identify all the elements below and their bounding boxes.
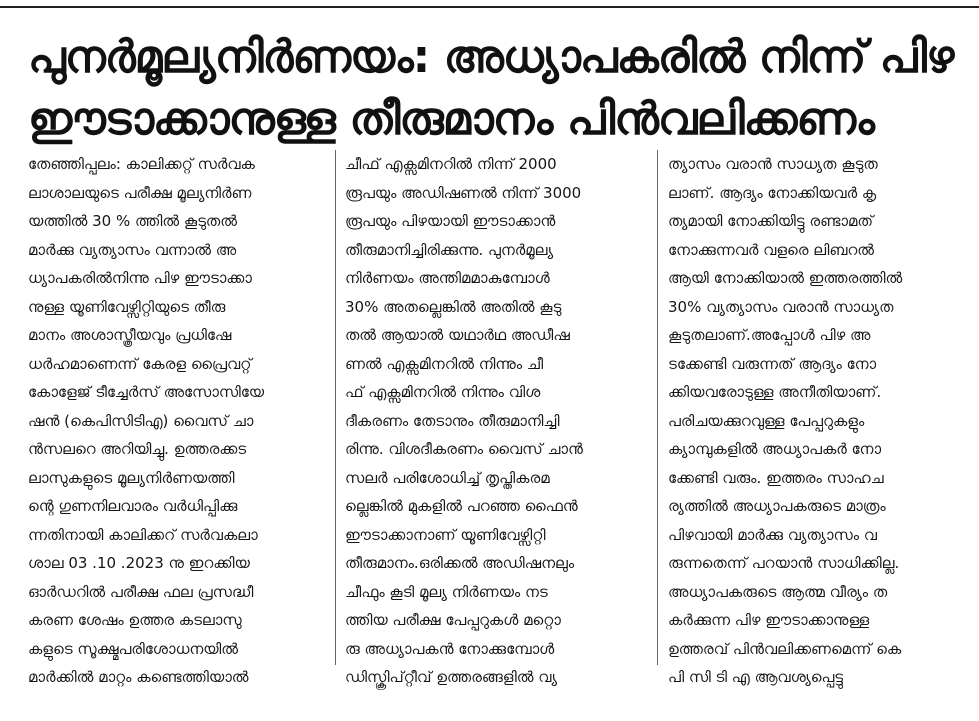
- article-text-line: ത്യാസം വരാൻ സാധ്യത കൂടുത: [668, 155, 878, 173]
- headline-line-1: പുനർമൂല്യനിർണയം: അധ്യാപകരിൽ നിന്ന് പിഴ: [28, 30, 954, 83]
- article-text-line: ന്റെ ഗുണനിലവാരം വർധിപ്പിക്കു: [28, 497, 238, 515]
- article-text-line: ആയി നോക്കിയാൽ ഇത്തരത്തിൽ: [668, 269, 903, 287]
- article-text-line: ത്യമായി നോക്കിയിട്ടു രണ്ടാമത്: [668, 212, 874, 230]
- article-text-line: രൂപയും അഡിഷണൽ നിന്ന് 3000: [345, 183, 582, 202]
- article-body: [0, 150, 979, 686]
- article-text-line: ലാണ്. ആദ്യം നോക്കിയവർ കൃ: [668, 183, 877, 202]
- article-column-2: [345, 150, 645, 686]
- article-text-line: ചീഫ് എക്സമിനറിൽ നിന്ന് 2000: [345, 155, 557, 173]
- article-text-line: ഷൻ (കെപിസിടിഎ) വൈസ് ചാ: [28, 411, 254, 430]
- article-text-line: സലർ പരിശോധിച്ച് തൃപ്തികരമ: [345, 468, 550, 487]
- headline-line-2: ഈടാക്കാനുള്ള തീരുമാനം പിൻവലിക്കണം: [28, 92, 874, 145]
- article-text-line: ടക്കേണ്ടി വരുന്നത് ആദ്യം നോ: [668, 354, 877, 373]
- article-text-line: പരിചയക്കുറവുള്ള പേപ്പറുകളും: [668, 411, 865, 430]
- article-text-line: കളുടെ സൂക്ഷ്മപരിശോധനയിൽ: [28, 639, 238, 658]
- headline: [28, 26, 968, 150]
- article-text-line: ക്യാമ്പുകളിൽ അധ്യാപകർ നോ: [668, 440, 882, 458]
- article-text-line: ഓർഡറിൽ പരീക്ഷ ഫല പ്രസദ്ധീ: [28, 582, 254, 601]
- article-text-line: ര്യത്തിൽ അധ്യാപകരുടെ മാത്രം: [668, 497, 886, 515]
- article-text-line: തേഞ്ഞിപ്പലം: കാലിക്കറ്റ് സർവക: [28, 155, 255, 173]
- article-text-line: ണൽ എക്സമിനറിൽ നിന്നും ചീ: [345, 354, 544, 373]
- article-text-line: ചീഫും കൂടി മൂല്യ നിർണയം നട: [345, 582, 548, 601]
- article-text-line: രൂപയും പിഴയായി ഈടാക്കാൻ: [345, 212, 556, 230]
- article-text-line: 30% വ്യത്യാസം വരാൻ സാധ്യത: [668, 297, 894, 316]
- article-text-line: ത്തിയ പരീക്ഷ പേപ്പറുകൾ മറ്റൊ: [345, 611, 561, 629]
- article-text-line: ശാല 03 .10 .2023 നു ഇറക്കിയ: [28, 554, 250, 572]
- article-text-line: ദീകരണം തേടാനും തീരുമാനിച്ചി: [345, 411, 560, 430]
- article-column-1: [28, 150, 323, 686]
- article-text-line: മാർക്കിൽ മാറ്റം കണ്ടെത്തിയാൽ: [28, 668, 249, 686]
- article-text-line: ലാസുകളുടെ മൂല്യനിർണയത്തി: [28, 468, 235, 487]
- article-text-line: നുള്ള യൂണിവേഴ്സിറ്റിയുടെ തീരു: [28, 297, 226, 316]
- article-text-line: പിഴവായി മാർക്കു വ്യത്യാസം വ: [668, 525, 877, 544]
- article-text-line: ഉത്തരവ് പിൻവലിക്കണമെന്ന് കെ: [668, 639, 902, 658]
- article-text-line: രു അധ്യാപകൻ നോക്കുമ്പോൾ: [345, 639, 555, 658]
- article-text-line: യത്തിൽ 30 % ത്തിൽ കൂടുതൽ: [28, 212, 237, 230]
- article-text-line: പി സി ടി എ ആവശ്യപ്പെട്ടു: [668, 668, 844, 686]
- article-text-line: കർക്കുന്ന പിഴ ഈടാക്കാനുള്ള: [668, 611, 870, 629]
- article-text-line: മാർക്കു വ്യത്യാസം വന്നാൽ അ: [28, 240, 237, 259]
- article-text-line: ധ്യാപകരിൽനിന്നു പിഴ ഈടാക്കാ: [28, 269, 252, 287]
- article-text-line: കോളേജ് ടീച്ചേർസ് അസോസിയേ: [28, 383, 265, 401]
- article-text-line: ധർഹമാണെന്ന് കേരള പ്രൈവറ്റ്: [28, 354, 252, 373]
- article-text-line: ഡിസ്ക്രിപ്റ്റീവ് ഉത്തരങ്ങളിൽ വ്യ: [345, 668, 558, 686]
- article-text-line: രിന്നു. വിശദീകരണം വൈസ് ചാൻ: [345, 440, 583, 458]
- top-rule: [0, 6, 979, 8]
- article-text-line: ക്കേണ്ടി വരും. ഇത്തരം സാഹച: [668, 468, 884, 487]
- article-text-line: മാനം അശാസ്ത്രീയവും പ്രധിഷേ: [28, 326, 232, 344]
- article-text-line: നോക്കുന്നവർ വളരെ ലിബറൽ: [668, 240, 875, 259]
- article-column-3: [668, 150, 968, 686]
- article-text-line: അധ്യാപകരുടെ ആത്മ വീര്യം ത: [668, 582, 888, 601]
- article-text-line: 30% അതല്ലെങ്കിൽ അതിൽ കൂടു: [345, 297, 562, 316]
- article-text-line: ക്കിയവരോടുള്ള അനീതിയാണ്.: [668, 383, 882, 401]
- article-text-line: ഈടാക്കാനാണ് യൂണിവേഴ്സിറ്റി: [345, 525, 546, 544]
- article-text-line: ല്ലെങ്കിൽ മുകളിൽ പറഞ്ഞ ഫൈൻ: [345, 497, 578, 515]
- article-text-line: രുന്നതെന്ന് പറയാൻ സാധിക്കില്ല.: [668, 554, 900, 572]
- article-text-line: ന്നതിനായി കാലിക്കറ് സർവകലാ: [28, 525, 258, 544]
- article-text-line: നിർണയം അന്തിമമാകുമ്പോൾ: [345, 269, 550, 287]
- article-text-line: തൽ ആയാൽ യഥാർഥ അഡീഷ: [345, 326, 570, 344]
- article-text-line: ൻസലറെ അറിയിച്ചു. ഉത്തരക്കട: [28, 440, 247, 458]
- article-text-line: കൂടുതലാണ്.അപ്പോൾ പിഴ അ: [668, 326, 871, 344]
- article-text-line: തീരുമാനിച്ചിരിക്കുന്നു. പുനർമൂല്യ: [345, 240, 554, 259]
- article-text-line: തീരുമാനം.ഒരിക്കൽ അഡിഷനലും: [345, 554, 575, 572]
- article-text-line: ലാശാലയുടെ പരീക്ഷ മൂല്യനിർണ: [28, 183, 252, 202]
- article-text-line: കരണ ശേഷം ഉത്തര കടലാസു: [28, 611, 242, 629]
- article-text-line: ഫ് എക്സമിനറിൽ നിന്നും വിശ: [345, 383, 541, 401]
